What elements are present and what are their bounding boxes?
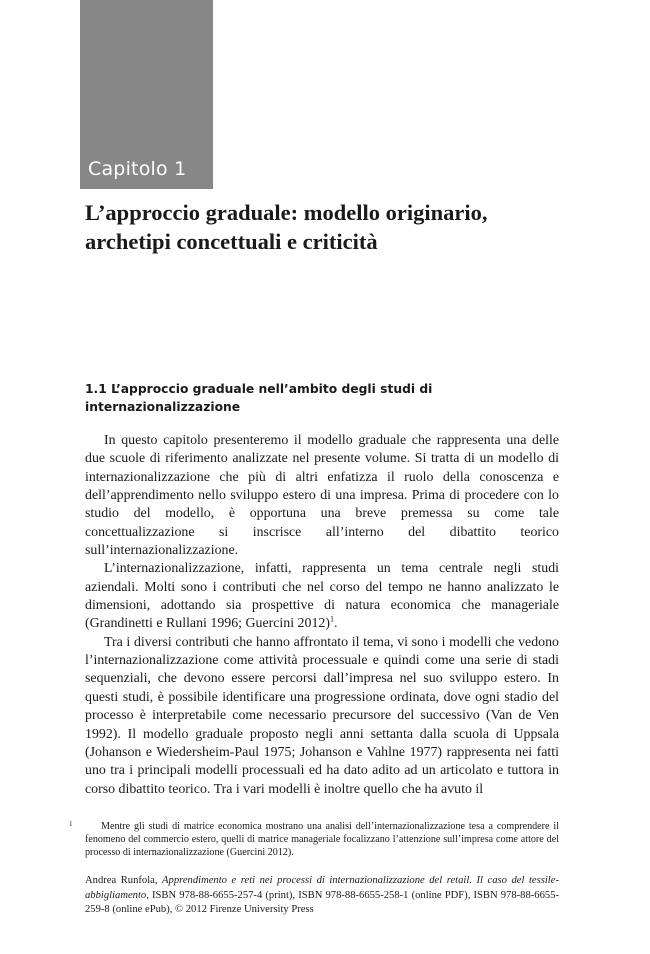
chapter-band <box>80 0 213 189</box>
chapter-label: Capitolo 1 <box>88 158 187 180</box>
book-citation <box>85 874 559 918</box>
body-text <box>85 432 559 799</box>
chapter-title: L’approccio graduale: modello originario, archetipi concettuali e criticità <box>85 200 488 254</box>
paragraph-2 <box>85 560 559 633</box>
section-heading: 1.1 L’approccio graduale nell’ambito degli studi di internazionalizzazione <box>85 382 433 414</box>
footnote-mark: 1 <box>69 820 73 828</box>
footnote-reference[interactable]: 1 <box>329 614 334 624</box>
paragraph-2-end: . <box>333 616 338 632</box>
paragraph-2-text: L’internazionalizzazione, infatti, rappresenta un tema centrale negli studi aziendali. Molti sono i contributi che nel corso del tempo ne hanno analizzato le dimensioni, adottando sia prospettive di natura economica che manageriale (Grandinetti e Rullani 1996; Guercini 2012) <box>85 561 559 632</box>
paragraph-1: In questo capitolo presenteremo il modello graduale che rappresenta una delle due scuole di riferimento analizzate nel presente volume. Si tratta di un modello di internazionalizzazione che più di altri enfatizza il ruolo della conoscenza e dell’apprendimento nello sviluppo estero di una impresa. Prima di procedere con lo studio del modello, è opportuna una breve premessa su come tale concettualizzazione si inscrisce all’interno del dibattito teorico sull’internazionalizzazione. <box>85 433 559 559</box>
citation-author: Andrea Runfola, <box>85 875 158 886</box>
footnote <box>69 820 559 859</box>
paragraph-3: Tra i diversi contributi che hanno affrontato il tema, vi sono i modelli che vedono l’internazionalizzazione come attività processuale e quindi come una serie di stadi sequenziali, che devono essere percorsi dall’impresa nel suo sviluppo estero. In questi studi, è possibile identificare una progressione ordinata, dove ogni stadio del processo è interpretabile come necessario precursore del successivo (Van de Ven 1992). Il modello graduale proposto negli anni settanta dalla scuola di Uppsala (Johanson e Wiedersheim-Paul 1975; Johanson e Vahlne 1977) rappresenta nei fatti uno tra i principali modelli processuali ed ha dato adito ad un articolato e tuttora in corso dibattito teorico. Tra i vari modelli è inoltre quello che ha avuto il <box>85 634 559 797</box>
citation-book-title: Apprendimento e reti nei processi di internazionalizzazione del retail. Il caso del tessile-abbigliamento, <box>85 875 559 901</box>
footnote-text: Mentre gli studi di matrice economica mostrano una analisi dell’internazionalizzazione tesa a comprendere il fenomeno del commercio estero, quelli di matrice manageriale focalizzano l’attenzione sull’impresa come attore del processo di internazionalizzazione (Guercini 2012). <box>85 821 559 858</box>
citation-details: ISBN 978-88-6655-257-4 (print), ISBN 978-88-6655-258-1 (online PDF), ISBN 978-88-6655-259-8 (online ePub), © 2012 Firenze University Press <box>85 889 559 915</box>
